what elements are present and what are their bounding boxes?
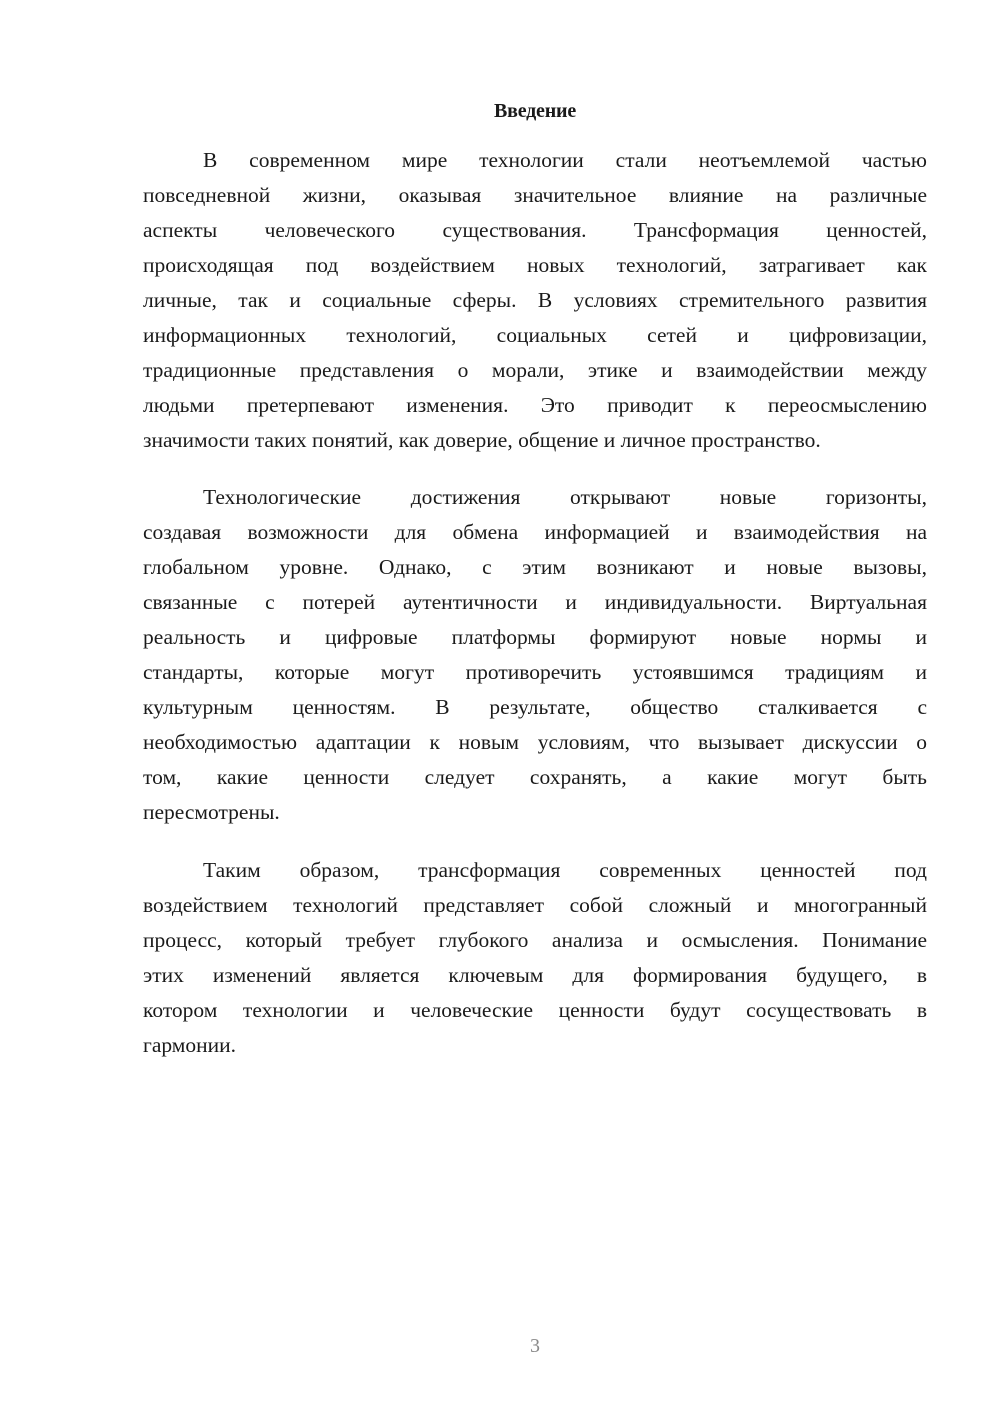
paragraph-3 [143,853,927,1063]
text-line: людьми претерпевают изменения. Это приводит к переосмыслению [143,393,927,417]
text-line: создавая возможности для обмена информацией и взаимодействия на [143,520,927,544]
text-line: процесс, который требует глубокого анализа и осмысления. Понимание [143,928,927,952]
section-title: Введение [493,100,577,122]
text-line: значимости таких понятий, как доверие, общение и личное пространство. [143,428,821,452]
paragraph-2 [143,480,927,830]
text-line: традиционные представления о морали, этике и взаимодействии между [143,358,927,382]
text-line: том, какие ценности следует сохранять, а какие могут быть [143,765,927,789]
page-number: 3 [530,1335,540,1357]
text-line: котором технологии и человеческие ценности будут сосуществовать в [143,998,927,1022]
text-line: Таким образом, трансформация современных ценностей под [203,858,927,882]
text-line: связанные с потерей аутентичности и индивидуальности. Виртуальная [143,590,927,614]
text-line: реальность и цифровые платформы формируют новые нормы и [143,625,927,649]
text-line: культурным ценностям. В результате, общество сталкивается с [143,695,927,719]
text-line: аспекты человеческого существования. Трансформация ценностей, [143,218,927,242]
text-line: воздействием технологий представляет собой сложный и многогранный [143,893,927,917]
text-line: гармонии. [143,1033,237,1057]
text-line: В современном мире технологии стали неотъемлемой частью [203,148,927,172]
paragraph-1 [143,143,927,458]
text-line: Технологические достижения открывают новые горизонты, [203,485,927,509]
text-line: необходимостью адаптации к новым условиям, что вызывает дискуссии о [143,730,927,754]
text-line: происходящая под воздействием новых технологий, затрагивает как [143,253,927,277]
text-line: пересмотрены. [143,800,280,824]
text-line: глобальном уровне. Однако, с этим возникают и новые вызовы, [143,555,927,579]
text-line: этих изменений является ключевым для формирования будущего, в [143,963,927,987]
text-line: личные, так и социальные сферы. В условиях стремительного развития [143,288,927,312]
text-line: стандарты, которые могут противоречить устоявшимся традициям и [143,660,927,684]
text-line: повседневной жизни, оказывая значительное влияние на различные [143,183,927,207]
text-line: информационных технологий, социальных сетей и цифровизации, [143,323,927,347]
